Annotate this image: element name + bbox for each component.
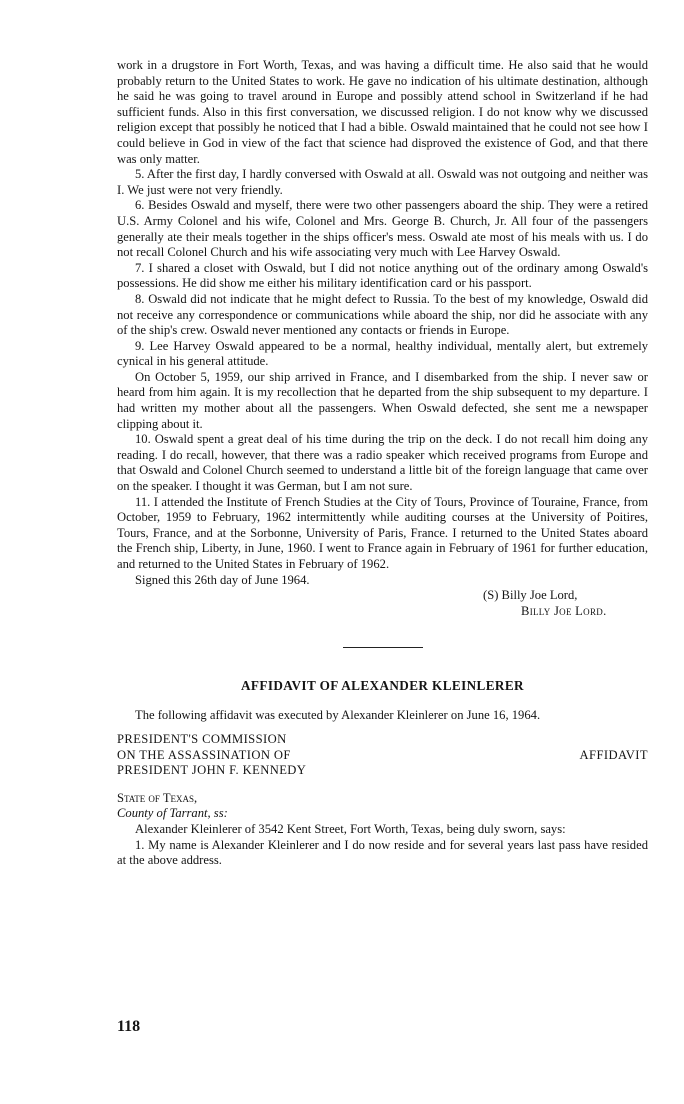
- affidavit-paragraph-1: 1. My name is Alexander Kleinlerer and I do now reside and for several years last pass have resided at the above address.: [117, 837, 648, 868]
- executed-note: The following affidavit was executed by Alexander Kleinlerer on June 16, 1964.: [135, 708, 541, 723]
- paragraph-11: 11. I attended the Institute of French Studies at the City of Tours, Province of Touraine, France, from October, 1959 to February, 1962 intermittently while auditing courses at the University of Poitires, Tours, France, and at the Sorbonne, University of Paris, France. I returned to the United States aboard the French ship, Liberty, in June, 1960. I went to France again in February of 1961 for further education, and returned to the United States in February of 1962.: [117, 494, 648, 571]
- signature-name: Billy Joe Lord.: [521, 603, 607, 618]
- section-divider: [343, 647, 423, 648]
- commission-block: [117, 732, 648, 779]
- paragraph-10: 10. Oswald spent a great deal of his time during the trip on the deck. I do not recall him doing any reading. I do recall, however, that there was a radio speaker which received programs from Europe and that Oswald and Colonel Church seemed to understand a little bit of the foreign language that came over on the speaker. I thought it was German, but I am not sure.: [117, 432, 648, 494]
- affidavit-heading: AFFIDAVIT OF ALEXANDER KLEINLERER: [241, 678, 524, 694]
- sworn-paragraph: Alexander Kleinlerer of 3542 Kent Street, Fort Worth, Texas, being duly sworn, says:: [135, 821, 566, 836]
- main-column: [117, 58, 648, 869]
- venue-state: State of Texas,: [117, 790, 198, 805]
- paragraph-8: 8. Oswald did not indicate that he might defect to Russia. To the best of my knowledge, Oswald did not receive any correspondence or communications while aboard the ship, nor did he associate with any of the ship's crew. Oswald never mentioned any contacts or friends in Europe.: [117, 291, 648, 338]
- commission-line: ON THE ASSASSINATION OF: [117, 747, 291, 762]
- paragraph-9: 9. Lee Harvey Oswald appeared to be a normal, healthy individual, mentally alert, but extremely cynical in his general attitude.: [117, 338, 648, 369]
- page-number: 118: [117, 1018, 141, 1035]
- paragraph-5: 5. After the first day, I hardly conversed with Oswald at all. Oswald was not outgoing and neither was I. We just were not very friendly.: [117, 167, 648, 197]
- signature-line: (S) Billy Joe Lord,: [483, 588, 578, 603]
- paragraph-october: On October 5, 1959, our ship arrived in France, and I disembarked from the ship. I never saw or heard from him again. It is my recollection that he departed from the ship subsequent to my departure. I had written my mother about all the passengers. When Oswald defected, she sent me a newspaper clipping about it.: [117, 369, 648, 431]
- paragraph-7: 7. I shared a closet with Oswald, but I did not notice anything out of the ordinary among Oswald's possessions. He did show me either his military identification card or his passport.: [117, 260, 648, 291]
- continuation-paragraph: work in a drugstore in Fort Worth, Texas, and was having a difficult time. He also said that he would probably return to the United States to work. He gave no indication of his ultimate destination, although he said he was going to travel around in Europe and possibly attend school in Switzerland if he had sufficient funds. Also in this first conversation, we discussed religion. I do not know why we discussed religion except that possibly he noticed that I had a bible. Oswald maintained that he could not see how I could believe in God in view of the fact that science had disproved the existence of God, and that there was only matter.: [117, 58, 648, 166]
- affidavit-label: AFFIDAVIT: [579, 747, 648, 762]
- paragraph-6: 6. Besides Oswald and myself, there were two other passengers aboard the ship. They were a retired U.S. Army Colonel and his wife, Colonel and Mrs. George B. Church, Jr. All four of the passengers generally ate their meals together in the ships officer's mess. Oswald ate most of his meals with us. I do not recall Colonel Church and his wife associating very much with Lee Harvey Oswald.: [117, 198, 648, 260]
- commission-line: PRESIDENT JOHN F. KENNEDY: [117, 763, 307, 778]
- venue-block: [117, 791, 648, 822]
- signature-block: [483, 588, 648, 619]
- venue-county: County of Tarrant, ss:: [117, 806, 228, 821]
- commission-line: PRESIDENT'S COMMISSION: [117, 731, 287, 746]
- signed-line: Signed this 26th day of June 1964.: [135, 572, 310, 587]
